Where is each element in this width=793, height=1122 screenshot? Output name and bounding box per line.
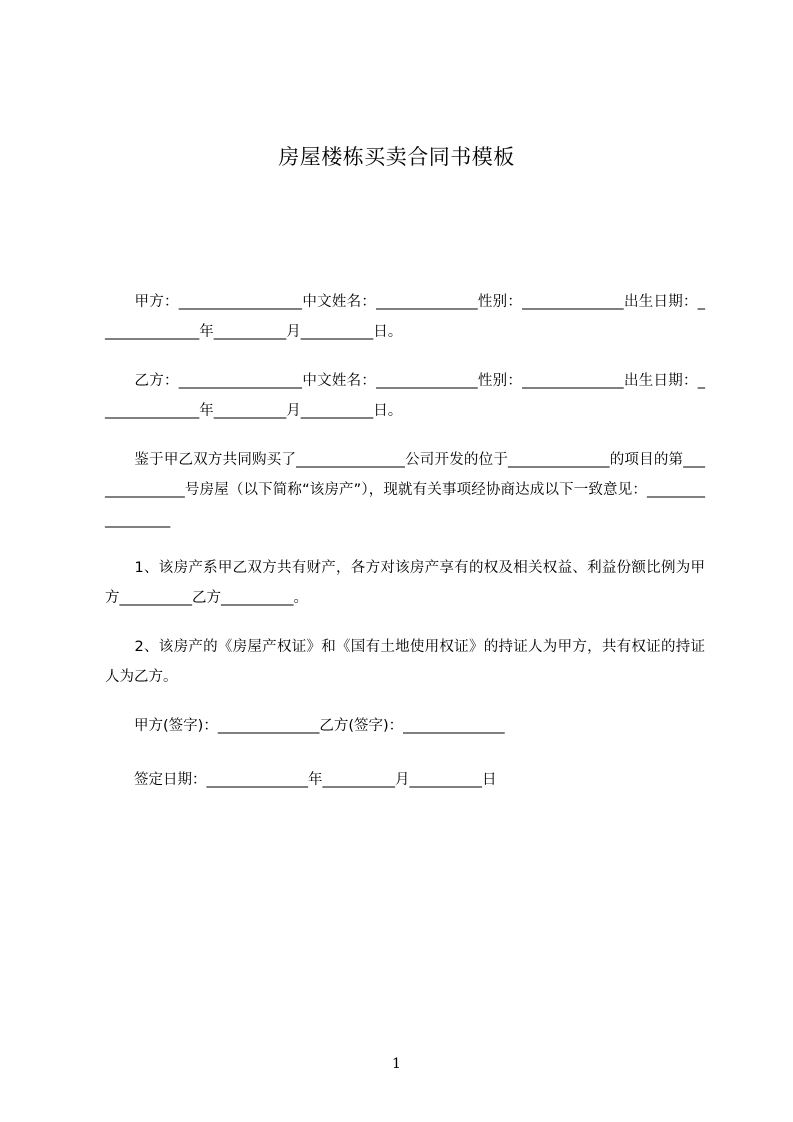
preamble-paragraph: 鉴于甲乙双方共同购买了_______________公司开发的位于______________的项目的第______________号房屋（以下简称“该房产”），现就有关事项经协商达成以下一致意见：_________________ xyxy=(105,452,705,528)
document-title: 房屋楼栋买卖合同书模板 xyxy=(278,145,515,169)
page-number: 1 xyxy=(392,1056,401,1072)
sign-date-line: 签定日期：______________年__________月__________日 xyxy=(105,772,497,788)
signature-line: 甲方(签字)：______________乙方(签字)：______________ xyxy=(105,718,505,734)
clause-1-paragraph: 1、该房产系甲乙双方共有财产，各方对该房产享有的权及相关权益、利益份额比例为甲方__________乙方__________。 xyxy=(105,560,705,606)
party-b-paragraph: 乙方：_________________中文姓名：______________性别：______________出生日期：______________年__________月__________日。 xyxy=(105,373,705,419)
clause-2-paragraph: 2、该房产的《房屋产权证》和《国有土地使用权证》的持证人为甲方，共有权证的持证人为乙方。 xyxy=(105,639,705,685)
party-a-paragraph: 甲方：_________________中文姓名：______________性别：______________出生日期：______________年__________月__________日。 xyxy=(105,294,705,340)
